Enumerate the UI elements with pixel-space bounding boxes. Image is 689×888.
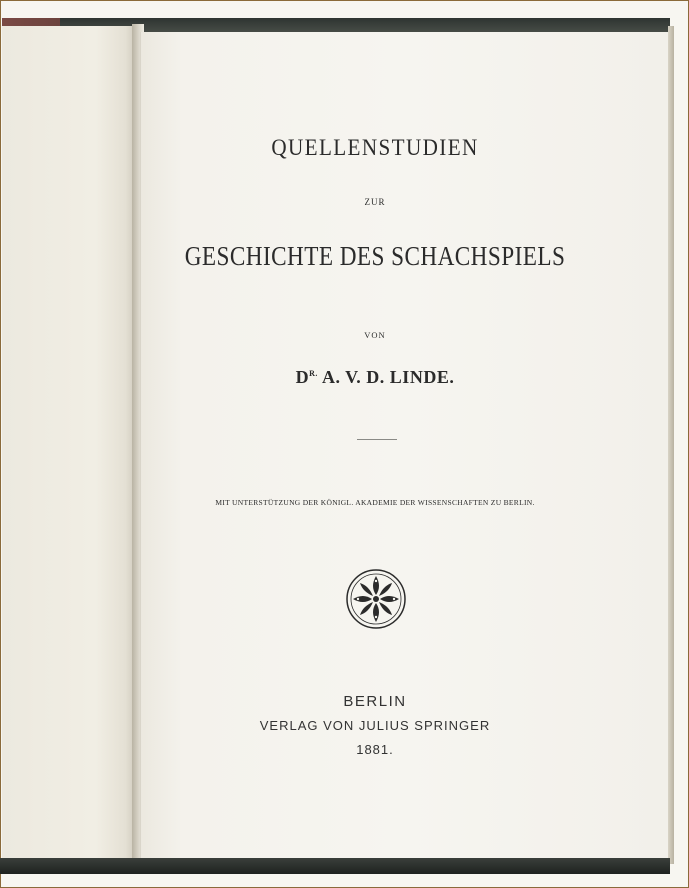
imprint-city: BERLIN bbox=[343, 693, 407, 710]
imprint-year: 1881. bbox=[356, 742, 394, 757]
endpaper-left bbox=[2, 26, 136, 862]
divider-rule bbox=[357, 439, 397, 440]
author-prefix: D bbox=[295, 367, 310, 387]
title-line-2: GESCHICHTE DES SCHACHSPIELS bbox=[184, 241, 566, 271]
author-prefix-superscript: R. bbox=[309, 369, 318, 378]
support-line: MIT UNTERSTÜTZUNG DER KÖNIGL. AKADEMIE DER WISSENSCHAFTEN ZU BERLIN. bbox=[215, 498, 535, 507]
book-cover-bottom bbox=[0, 858, 670, 874]
title-connector: ZUR bbox=[364, 197, 386, 207]
author-name: A. V. D. LINDE. bbox=[321, 367, 455, 387]
author-line bbox=[140, 367, 610, 388]
imprint-publisher: VERLAG VON JULIUS SPRINGER bbox=[259, 718, 491, 733]
page-edge bbox=[668, 26, 674, 864]
rosette-ornament-icon bbox=[346, 569, 406, 629]
by-label: VON bbox=[364, 330, 386, 340]
title-line-1: QUELLENSTUDIEN bbox=[271, 135, 479, 160]
